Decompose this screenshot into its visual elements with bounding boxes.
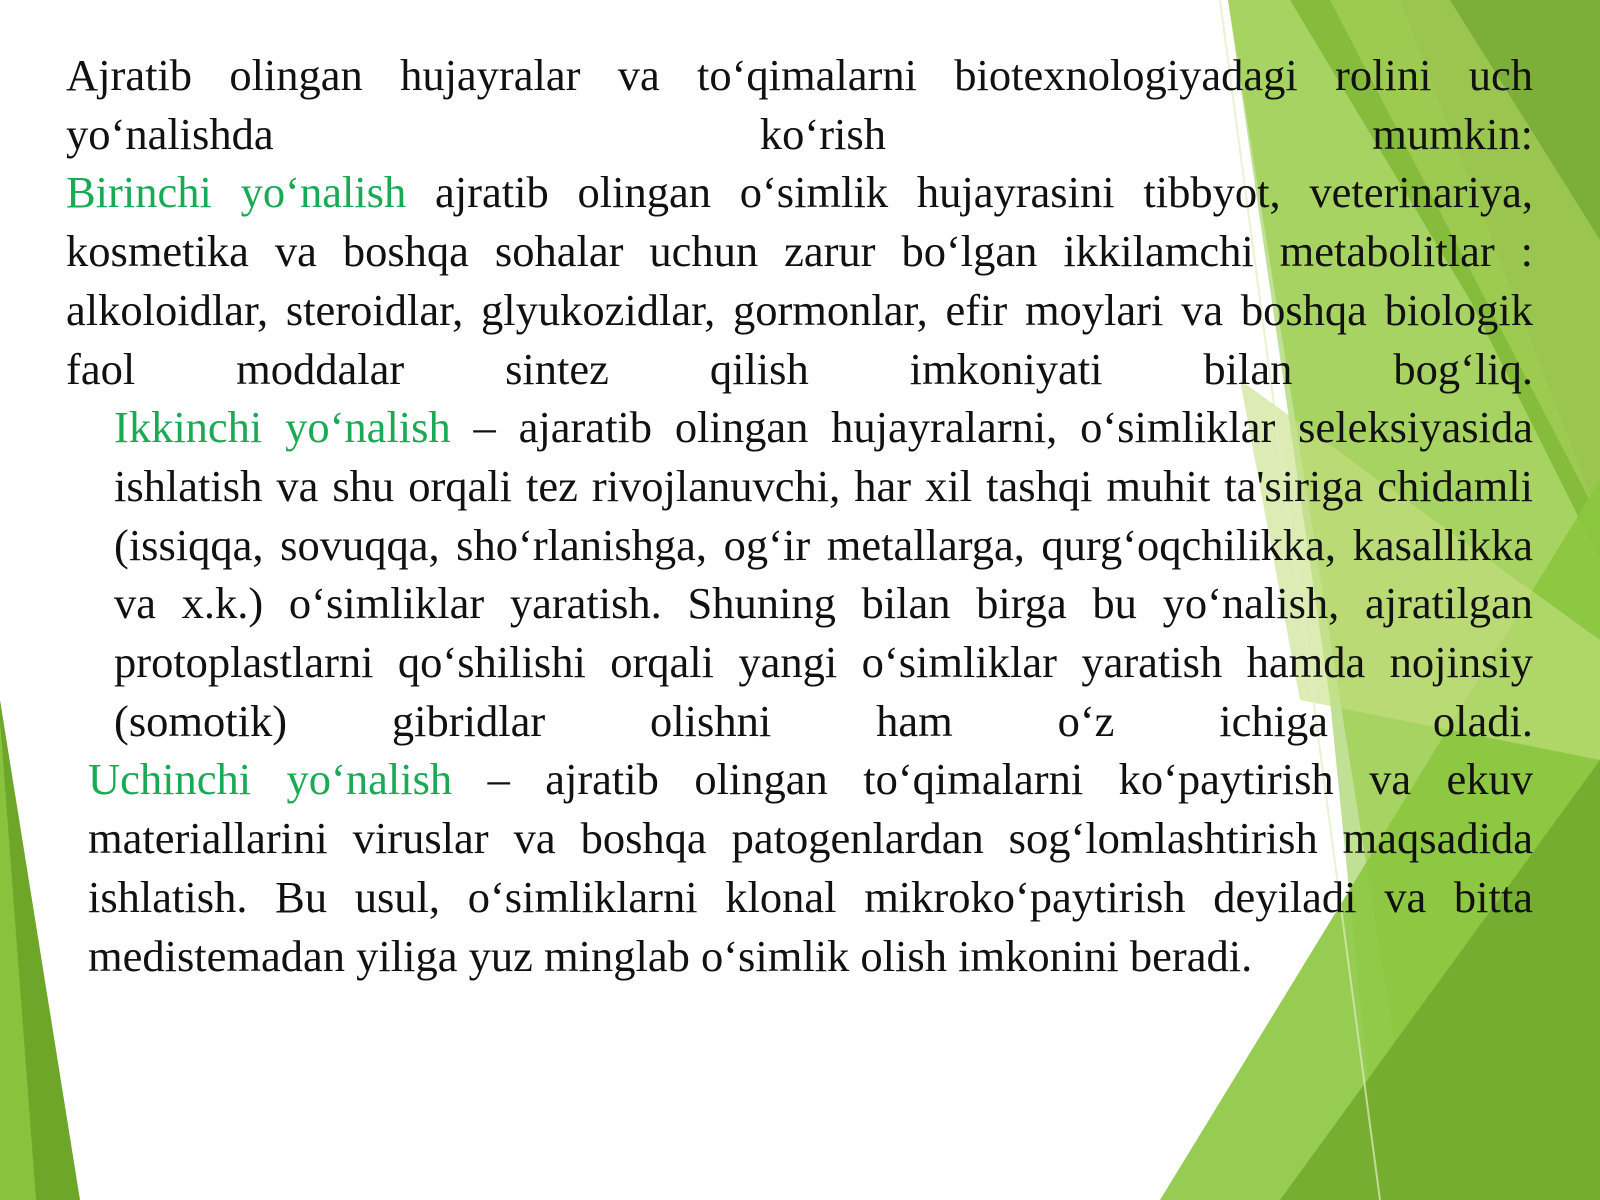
first-direction-paragraph [66,163,1533,398]
second-direction-body: – ajaratib olingan hujayralarni, o‘simliklar seleksiyasida ishlatish va shu orqali tez rivojlanuvchi, har xil tashqi muhit ta'siriga chidamli (issiqqa, sovuqqa, sho‘rlanishga, og‘ir metallarga, qurg‘oqchilikka, kasallikka va x.k.) o‘simliklar yaratish. Shuning bilan birga bu yo‘nalish, ajratilgan protoplastlarni qo‘shilishi orqali yangi o‘simliklar yaratish hamda nojinsiy (somotik) gibridlar olishni ham o‘z ichiga oladi. [114,402,1533,746]
first-direction-heading: Birinchi yo‘nalish [66,167,407,218]
first-direction-body: ajratib olingan o‘simlik hujayrasini tibbyot, veterinariya, kosmetika va boshqa sohalar uchun zarur bo‘lgan ikkilamchi metabolitlar : alkoloidlar, steroidlar, glyukozidlar, gormonlar, efir moylari va boshqa biologik faol moddalar sintez qilish imkoniyati bilan bog‘liq. [66,167,1533,394]
third-direction-heading: Uchinchi yo‘nalish [88,754,453,805]
third-direction-paragraph [66,750,1533,985]
second-direction-heading: Ikkinchi yo‘nalish [114,402,451,453]
intro-paragraph: Ajratib olingan hujayralar va to‘qimalarni biotexnologiyadagi rolini uch yo‘nalishda ko‘rish mumkin: [66,50,1533,159]
third-direction-body: – ajratib olingan to‘qimalarni ko‘paytirish va ekuv materiallarini viruslar va boshqa patogenlardan sog‘lomlashtirish maqsadida ishlatish. Bu usul, o‘simliklarni klonal mikroko‘paytirish deyiladi va bitta medistemadan yiliga yuz minglab o‘simlik olish imkonini beradi. [88,754,1533,981]
second-direction-paragraph [66,398,1533,750]
main-text [66,46,1533,985]
